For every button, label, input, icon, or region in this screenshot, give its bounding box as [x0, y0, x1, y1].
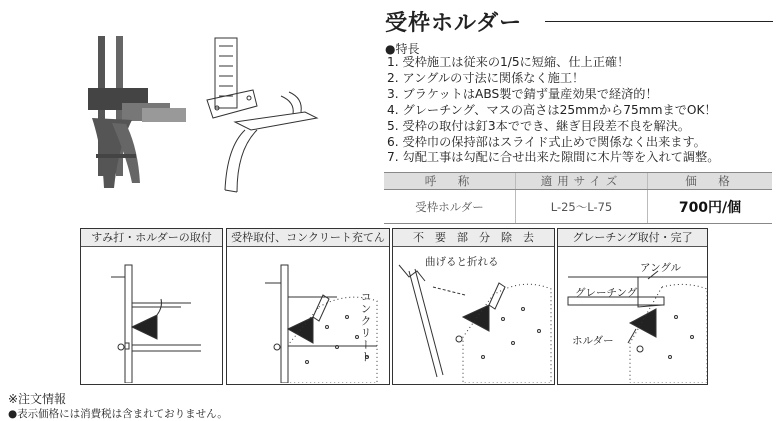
holder-label: ホルダー [572, 335, 614, 347]
order-info-heading: ※注文情報 [8, 392, 67, 406]
step-panel-3 [392, 228, 555, 385]
step-3-diagram [393, 247, 554, 383]
step-panel-title: すみ打・ホルダーの取付 [81, 229, 222, 247]
page-title: 受枠ホルダー [385, 11, 523, 36]
product-photo [82, 28, 202, 196]
price-cell: 700円/個 [648, 190, 773, 224]
feature-item: 5. 受枠の取付は釘3本ででき、継ぎ目段差不良を解決。 [387, 118, 691, 133]
step-panel-4 [557, 228, 708, 385]
angle-label: アングル [640, 262, 682, 274]
step-panel-title: 不 要 部 分 除 去 [393, 229, 554, 247]
features-heading: ●特長 [385, 42, 420, 56]
concrete-label: コンクリート [359, 291, 372, 363]
step-panel-2 [226, 228, 390, 385]
feature-item: 2. アングルの寸法に関係なく施工！ [387, 70, 585, 85]
price-table [384, 172, 772, 224]
feature-item: 4. グレーチング、マスの高さは25mmから75mmまでOK！ [387, 102, 717, 117]
column-header: 適用サイズ [516, 173, 648, 190]
holder-drawing [205, 32, 330, 197]
grating-label: グレーチング [575, 287, 638, 299]
product-name-cell: 受枠ホルダー [384, 190, 516, 224]
step-4-diagram [558, 247, 707, 383]
size-cell: L-25～L-75 [516, 190, 648, 224]
step-panel-title: 受枠取付、コンクリート充てん [227, 229, 389, 247]
order-info-note: ●表示価格には消費税は含まれておりません。 [8, 408, 228, 420]
table-header-row [384, 173, 772, 190]
feature-item: 3. ブラケットはABS製で錆ず量産効果で経済的！ [387, 86, 658, 101]
table-row [384, 190, 772, 224]
feature-item: 6. 受枠巾の保持部はスライド式止めで関係なく出来ます。 [387, 134, 706, 149]
feature-item: 7. 勾配工事は勾配に合せ出来た隙間に木片等を入れて調整。 [387, 150, 720, 165]
feature-item: 1. 受枠施工は従来の1/5に短縮、仕上正確！ [387, 55, 630, 69]
step-panel-1 [80, 228, 223, 385]
column-header: 呼 称 [384, 173, 516, 190]
break-note-label: 曲げると折れる [425, 256, 499, 268]
step-1-diagram [81, 247, 222, 383]
column-header: 価 格 [648, 173, 773, 190]
step-panel-title: グレーチング取付・完了 [558, 229, 707, 247]
features-list [387, 55, 719, 166]
title-rule [545, 21, 773, 22]
